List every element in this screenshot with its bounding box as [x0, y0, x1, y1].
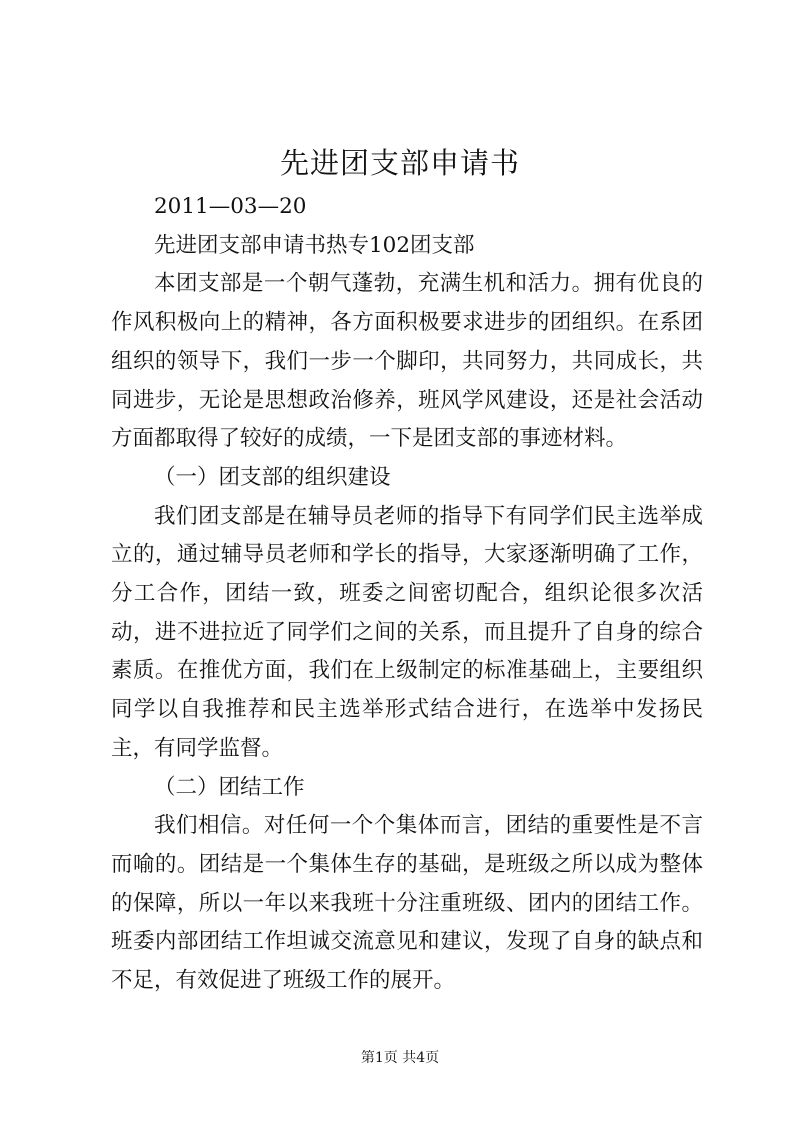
date-line: 2011—03—20 — [154, 194, 307, 219]
section-heading-unity: （二）团结工作 — [154, 774, 305, 800]
page-number: 第1页 共4页 — [360, 1050, 440, 1066]
intro-paragraph: 本团支部是一个朝气蓬勃，充满生机和活力。拥有优良的作风积极向上的精神，各方面积极要求进步的团组织。在系团组织的领导下，我们一步一个脚印，共同努力，共同成长，共同进步，无论是思想政治修养，班风学风建设，还是社会活动方面都取得了较好的成绩，一下是团支部的事迹材料。 — [111, 271, 703, 452]
unity-paragraph: 我们相信。对任何一个个集体而言，团结的重要性是不言而喻的。团结是一个集体生存的基础，是班级之所以成为整体的保障，所以一年以来我班十分注重班级、团内的团结工作。班委内部团结工作坦诚交流意见和建议，发现了自身的缺点和不足，有效促进了班级工作的展开。 — [111, 813, 703, 994]
organization-paragraph: 我们团支部是在辅导员老师的指导下有同学们民主选举成立的，通过辅导员老师和学长的指导，大家逐渐明确了工作，分工合作，团结一致，班委之间密切配合，组织论很多次活动，进不进拉近了同学们之间的关系，而且提升了自身的综合素质。在推优方面，我们在上级制定的标准基础上，主要组织同学以自我推荐和民主选举形式结合进行，在选举中发扬民主，有同学监督。 — [111, 503, 703, 761]
document-title: 先进团支部申请书 — [279, 146, 520, 180]
section-heading-organization: （一）团支部的组织建设 — [154, 464, 391, 490]
document-body — [111, 188, 703, 1001]
applicant-line: 先进团支部申请书热专102团支部 — [154, 232, 475, 258]
